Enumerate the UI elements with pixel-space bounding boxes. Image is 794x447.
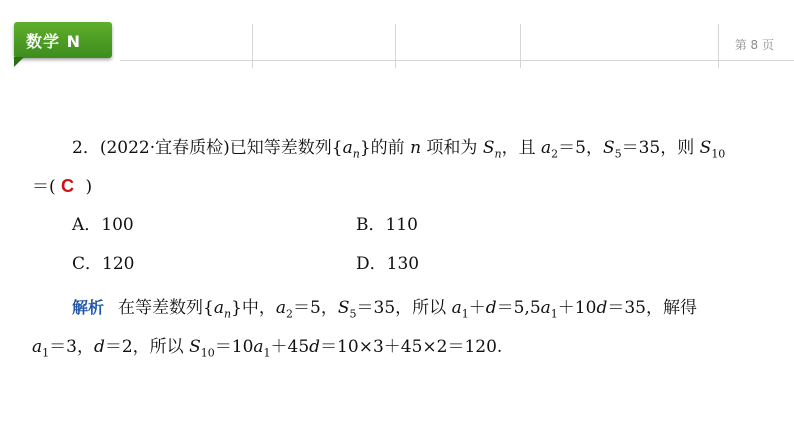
explanation-text: ＝10×3＋45×2＝120.	[320, 337, 503, 357]
question-line-1	[72, 133, 725, 160]
explanation-text: ＋	[468, 298, 486, 318]
answer-bracket-open: ＝(	[32, 177, 56, 197]
explanation-text: ＝2，所以	[104, 337, 190, 357]
explanation-line-1: 解析 在等差数列$\{a_n\}$中，$a_2=5$，$S_5=35$，所以 $a_1+d=5,5a_1+10d=35$，解得	[72, 298, 697, 321]
badge-fold	[14, 57, 24, 67]
option-c[interactable]: C．120	[72, 254, 135, 274]
header-separator	[718, 24, 719, 68]
explanation-text: ＝35，解得	[607, 298, 697, 318]
math-sub: 5	[349, 307, 357, 321]
subject-badge	[14, 22, 112, 58]
math-var: a	[213, 298, 224, 318]
math-sub: n	[494, 147, 502, 161]
header-separator	[395, 24, 396, 68]
option-a[interactable]: A．100	[72, 215, 134, 235]
answer-bracket-close: )	[85, 177, 93, 197]
math-var: a	[540, 298, 551, 318]
question-text: 已知等差数列{	[229, 138, 343, 158]
explanation-text: ＝5,5	[496, 298, 541, 318]
question-line-2	[32, 172, 92, 197]
option-b[interactable]: B．110	[356, 215, 418, 235]
math-var: d	[309, 337, 321, 357]
explanation-text: ＝5，	[293, 298, 338, 318]
math-sub: 5	[614, 147, 622, 161]
math-var: a	[253, 337, 264, 357]
math-var: d	[93, 337, 105, 357]
header-separator	[252, 24, 253, 68]
math-var: S	[189, 337, 201, 357]
explanation-text: ＝3，	[49, 337, 94, 357]
question-text: ＝5，	[558, 138, 603, 158]
explanation-line-2: $a_1=3$，d＝2，所以 $S_{10}=10a_1+45d=10\times 3+45\times 2=120$.	[32, 337, 503, 360]
math-sub: n	[223, 307, 232, 321]
page-number: 第 8 页	[734, 38, 774, 52]
question-text: 项和为	[421, 138, 483, 158]
explanation-text: }中，	[231, 298, 276, 318]
math-var: S	[602, 138, 615, 158]
math-var: S	[699, 138, 712, 158]
math-sub: 10	[711, 147, 726, 161]
math-sub: n	[352, 147, 360, 161]
explanation-text: ＝10	[214, 337, 254, 357]
slide-header	[0, 0, 794, 80]
explanation-label: 解析	[72, 298, 105, 317]
math-var: n	[410, 138, 422, 158]
math-var: a	[32, 337, 43, 357]
question-text: }的前	[359, 138, 411, 158]
math-sub: 10	[200, 346, 215, 360]
option-d[interactable]: D．130	[356, 254, 420, 274]
question-number: 2．	[72, 138, 100, 158]
question-text: ＝35，则	[621, 138, 700, 158]
math-var: a	[342, 138, 353, 158]
question-source: (2022·宜春质检)	[99, 138, 230, 158]
answer-letter: C	[61, 176, 75, 196]
explanation-text: 在等差数列{	[118, 298, 214, 318]
math-var: a	[540, 138, 552, 158]
header-divider	[120, 60, 794, 61]
math-var: S	[482, 138, 495, 158]
math-var: S	[337, 298, 350, 318]
math-var: d	[485, 298, 497, 318]
explanation-text: ＝35，所以	[356, 298, 452, 318]
math-var: d	[596, 298, 608, 318]
math-sub: 2	[286, 307, 294, 321]
subject-badge-label: 数学 N	[26, 32, 81, 51]
question-text: ，且	[501, 138, 541, 158]
explanation-text: ＋45	[270, 337, 310, 357]
math-var: a	[275, 298, 287, 318]
header-separator	[520, 24, 521, 68]
math-var: a	[451, 298, 462, 318]
explanation-text: ＋10	[557, 298, 597, 318]
math-sub: 2	[551, 147, 559, 161]
